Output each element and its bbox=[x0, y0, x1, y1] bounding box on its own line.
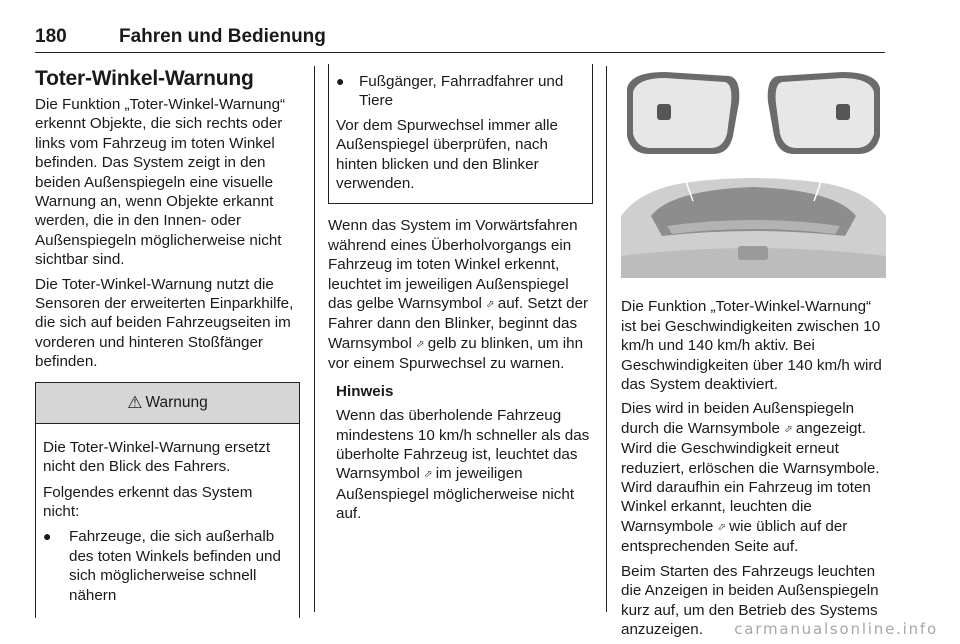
list-item: ● Fußgänger, Fahrradfahrer und Tiere bbox=[336, 73, 564, 110]
intro-paragraph: Die Funktion „Toter-Winkel-Warnung“ erkennt Objekte, die sich rechts oder links vom Fahrzeug im toten Winkel befinden. Das System zeigt in den beiden Außenspiegeln eine visuelle Warnung an, wenn Objekte erkannt werden, die in den Innen- oder Außenspiegeln möglicherweise nicht sichtbar sind. bbox=[35, 96, 286, 269]
section-title: Toter-Winkel-Warnung bbox=[35, 67, 254, 90]
startup-paragraph: Beim Starten des Fahrzeugs leuchten die Anzeigen in beiden Außenspiegeln kurz auf, um den Betrieb des Systems anzuzeigen. bbox=[621, 562, 879, 638]
column-divider-1 bbox=[314, 66, 315, 612]
warning-body bbox=[36, 424, 299, 618]
note-title: Hinweis bbox=[336, 382, 394, 400]
warning-box-continued bbox=[328, 64, 593, 204]
blind-spot-warning-icon: ⬀ bbox=[784, 423, 792, 435]
warning-header bbox=[36, 382, 299, 424]
blind-spot-warning-icon: ⬀ bbox=[416, 338, 424, 350]
operation-paragraph: Wenn das System im Vorwärtsfahren während eines Überholvorgangs ein Fahrzeug im toten Winkel erkennt, leuchtet im jeweiligen Außenspiegel das gelbe Warnsymbol ⬀ auf. Setzt der Fahrer dann den Blinker, beginnt das Warnsymbol ⬀ gelb zu blinken, um ihn vor einem Spurwechsel zu warnen. bbox=[328, 217, 589, 373]
deactivation-paragraph: Dies wird in beiden Außenspiegeln durch die Warnsymbole ⬀ angezeigt. Wird die Geschwindigkeit erneut reduziert, erlöschen die Warnsymbole. Wird daraufhin ein Fahrzeug im toten Winkel erkannt, leuchten die Warnsymbole ⬀ wie üblich auf der entsprechenden Seite auf. bbox=[621, 400, 880, 556]
warning-triangle-icon: ⚠ bbox=[127, 392, 143, 412]
side-mirrors-illustration bbox=[621, 66, 886, 278]
page-number: 180 bbox=[35, 26, 67, 47]
warning-text: Die Toter-Winkel-Warnung ersetzt nicht den Blick des Fahrers. bbox=[43, 438, 271, 476]
page-header bbox=[35, 26, 885, 53]
column-divider-2 bbox=[606, 66, 607, 612]
bullet-icon: ● bbox=[336, 73, 345, 89]
column-2 bbox=[328, 66, 593, 529]
watermark: carmanualsonline.info bbox=[734, 620, 938, 638]
speed-range-paragraph: Die Funktion „Toter-Winkel-Warnung“ ist bei Geschwindigkeiten zwischen 10 km/h und 140 km/h aktiv. Bei Geschwindigkeiten über 140 km/h wird das System deaktiviert. bbox=[621, 298, 882, 394]
bullet-icon: ● bbox=[43, 528, 52, 545]
note-box bbox=[328, 382, 593, 524]
warning-label: Warnung bbox=[145, 393, 208, 411]
warning-text: Vor dem Spurwechsel immer alle Außenspiegel überprüfen, nach hinten blicken und den Blinker verwenden. bbox=[336, 116, 558, 193]
column-3 bbox=[621, 66, 886, 644]
header-title: Fahren und Bedienung bbox=[119, 26, 326, 47]
warning-box bbox=[35, 382, 300, 618]
note-text: Wenn das überholende Fahrzeug mindestens 10 km/h schneller als das überholte Fahrzeug ist, leuchtet das Warnsymbol ⬀ im jeweiligen Außenspiegel möglicherweise nicht auf. bbox=[336, 407, 590, 523]
warning-text: Folgendes erkennt das System nicht: bbox=[43, 483, 253, 520]
blind-spot-warning-icon: ⬀ bbox=[424, 469, 432, 481]
sensor-paragraph: Die Toter-Winkel-Warnung nutzt die Sensoren der erweiterten Einparkhilfe, die sich auf beiden Fahrzeugseiten im vorderen und hinteren Stoßfänger befinden. bbox=[35, 275, 294, 371]
blind-spot-warning-icon: ⬀ bbox=[717, 521, 725, 533]
column-1 bbox=[35, 66, 300, 618]
list-item: ● Fahrzeuge, die sich außerhalb des toten Winkels befinden und sich möglicherweise schnell nähern bbox=[43, 528, 281, 604]
blind-spot-warning-icon: ⬀ bbox=[486, 299, 494, 311]
